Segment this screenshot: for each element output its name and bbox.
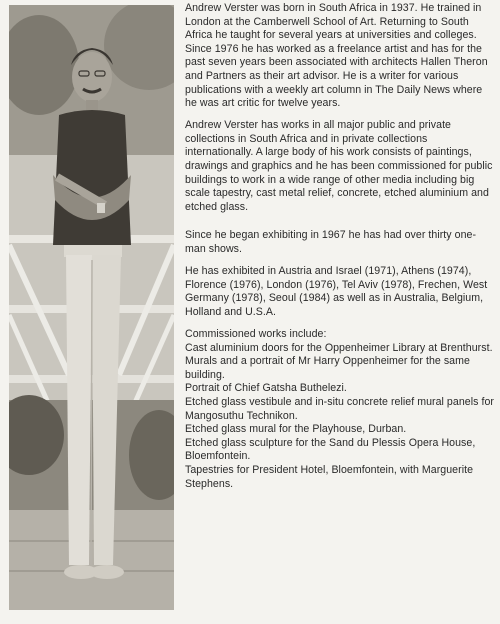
bio-paragraph-intro: Andrew Verster was born in South Africa in 1937. He trained in London at the Camberwell School of Art. Returning to South Africa he taught for several years at universities and colleges. Since 1976 he has worked as a freelance artist and has for the past seven years been associated with architects Hallen Theron and Partners as their art advisor. He is a writer for various publications with a weekly art column in The Daily News where he was art critic for twelve years.: [185, 2, 488, 110]
commission-item: Cast aluminium doors for the Oppenheimer Library at Brenthurst.: [185, 341, 493, 354]
commissions-list: [185, 342, 495, 492]
commission-item: Etched glass mural for the Playhouse, Durban.: [185, 423, 407, 436]
commission-item: Etched glass sculpture for the Sand du Plessis Opera House, Bloemfontein.: [185, 436, 476, 463]
bio-paragraph-exhibited-countries: He has exhibited in Austria and Israel (1971), Athens (1974), Florence (1976), London (1976), Tel Aviv (1978), Frechen, West Germany (1978), Seoul (1984) as well as in Australia, Belgium, Holland and U.S.A.: [185, 265, 488, 318]
commission-item: Tapestries for President Hotel, Bloemfontein, with Marguerite Stephens.: [185, 463, 474, 490]
commission-item: Portrait of Chief Gatsha Buthelezi.: [185, 382, 347, 395]
bio-paragraph-collections: Andrew Verster has works in all major public and private collections in South Africa and in private collections internationally. A large body of his work consists of paintings, drawings and graphics and he has been commissioned for public buildings to work in a wide range of other media including big scale tapestry, cast metal relief, concrete, etched aluminium and etched glass.: [185, 119, 493, 213]
portrait-illustration: [9, 5, 174, 610]
commission-item: Etched glass vestibule and in-situ concrete relief mural panels for Mangosuthu Technikon.: [185, 395, 494, 422]
commissions-heading: Commissioned works include:: [185, 327, 327, 340]
artist-portrait-photo: [9, 5, 174, 610]
commission-item: Murals and a portrait of Mr Harry Oppenheimer for the same building.: [185, 355, 470, 381]
biography-text: [185, 2, 495, 491]
bio-paragraph-exhibitions-count: Since he began exhibiting in 1967 he has had over thirty one-man shows.: [185, 229, 477, 255]
